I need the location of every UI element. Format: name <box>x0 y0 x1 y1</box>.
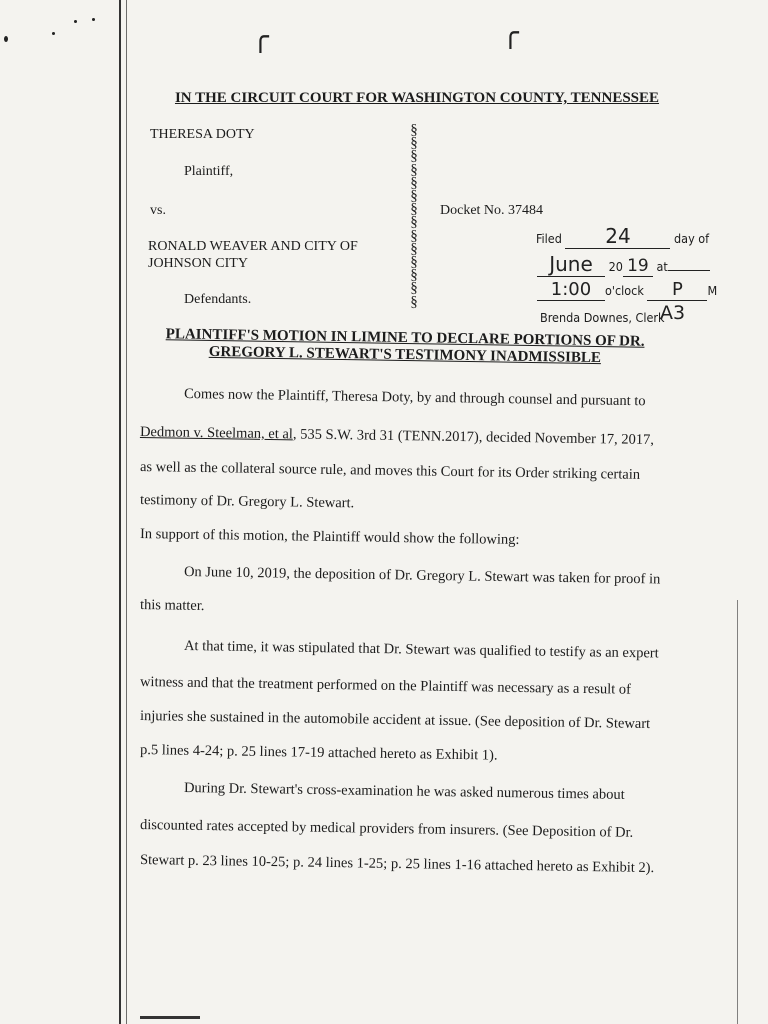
docket-number: Docket No. 37484 <box>440 203 544 218</box>
section-mark: § <box>410 148 418 165</box>
filing-stamp-line-2 <box>537 252 710 277</box>
section-mark: § <box>410 135 418 152</box>
case-citation-rest: , 535 S.W. 3rd 31 (TENN.2017), decided November 17, 2017, <box>292 426 655 449</box>
scan-speck <box>92 18 95 21</box>
section-mark: § <box>410 188 418 205</box>
filed-year-handwritten: 19 <box>623 256 653 277</box>
body-line: In support of this motion, the Plaintiff would show the following: <box>139 526 520 548</box>
filed-time-handwritten: 1:00 <box>537 279 605 301</box>
filed-label: Filed <box>536 231 562 246</box>
at-label: at <box>656 259 668 274</box>
section-mark: § <box>410 201 418 218</box>
defendant-line-2: JOHNSON CITY <box>148 256 248 271</box>
motion-title-line-1: PLAINTIFF'S MOTION IN LIMINE TO DECLARE PORTIONS OF DR. <box>165 326 645 350</box>
year-prefix: 20 <box>608 259 623 274</box>
hole-punch-mark-icon: ╭ <box>252 20 269 53</box>
clerk-name: Brenda Downes, Clerk <box>540 310 665 325</box>
body-line: On June 10, 2019, the deposition of Dr. Gregory L. Stewart was taken for proof in <box>183 564 661 588</box>
scan-speck <box>52 32 55 35</box>
body-line <box>140 424 654 449</box>
clerk-initials-handwritten: A3 <box>660 302 686 324</box>
body-line: witness and that the treatment performed on the Plaintiff was necessary as a result of <box>139 674 632 698</box>
section-mark: § <box>410 122 418 138</box>
am-pm-handwritten: P <box>647 279 707 301</box>
body-line: this matter. <box>139 597 205 615</box>
body-line: At that time, it was stipulated that Dr. Stewart was qualified to testify as an expert <box>183 638 659 662</box>
body-line: Comes now the Plaintiff, Theresa Doty, by and through counsel and pursuant to <box>183 386 646 410</box>
section-mark: § <box>410 240 418 257</box>
m-label: M <box>707 283 718 298</box>
section-mark: § <box>410 214 418 231</box>
court-heading: IN THE CIRCUIT COURT FOR WASHINGTON COUNTY, TENNESSEE <box>174 90 660 106</box>
section-mark: § <box>410 227 418 244</box>
motion-title-line-2: GREGORY L. STEWART'S TESTIMONY INADMISSIBLE <box>208 343 602 367</box>
plaintiff-name: THERESA DOTY <box>150 127 255 142</box>
section-mark-column <box>406 124 422 309</box>
section-mark: § <box>410 267 418 284</box>
case-citation: Dedmon v. Steelman, et al <box>139 424 294 443</box>
section-mark: § <box>410 161 418 178</box>
body-line: During Dr. Stewart's cross-examination he was asked numerous times about <box>183 780 625 803</box>
section-mark: § <box>410 293 418 310</box>
scan-edge-mark <box>140 1016 200 1019</box>
filed-day-handwritten: 24 <box>565 224 670 249</box>
hole-punch-mark-icon: ╭ <box>502 16 519 49</box>
body-line: as well as the collateral source rule, and moves this Court for its Order striking certain <box>139 459 641 483</box>
day-of-label: day of <box>674 231 710 246</box>
body-line: injuries she sustained in the automobile accident at issue. (See deposition of Dr. Stewart <box>139 708 651 733</box>
left-margin-line <box>119 0 121 1024</box>
oclock-label: o'clock <box>605 283 644 298</box>
body-line: discounted rates accepted by medical providers from insurers. (See Deposition of Dr. <box>139 817 634 841</box>
section-mark: § <box>410 254 418 271</box>
defendant-line-1: RONALD WEAVER AND CITY OF <box>148 239 358 254</box>
scan-speck <box>74 20 77 23</box>
left-margin-line-inner <box>126 0 127 1024</box>
versus: vs. <box>150 203 166 218</box>
body-line: Stewart p. 23 lines 10-25; p. 24 lines 1-25; p. 25 lines 1-16 attached hereto as Exhibit 2). <box>139 852 655 877</box>
section-mark: § <box>410 280 418 297</box>
plaintiff-role: Plaintiff, <box>184 164 234 179</box>
motion-title <box>140 326 670 368</box>
defendant-role: Defendants. <box>184 292 252 307</box>
body-line: testimony of Dr. Gregory L. Stewart. <box>139 492 355 512</box>
at-blank <box>668 258 710 271</box>
section-mark: § <box>410 174 418 191</box>
right-margin-line <box>737 600 738 1024</box>
filed-month-handwritten: June <box>537 252 605 277</box>
filing-stamp-line-3 <box>537 279 717 301</box>
filing-stamp-line-1 <box>536 224 709 249</box>
scan-speck <box>4 36 8 42</box>
body-line: p.5 lines 4-24; p. 25 lines 17-19 attached hereto as Exhibit 1). <box>139 742 498 764</box>
